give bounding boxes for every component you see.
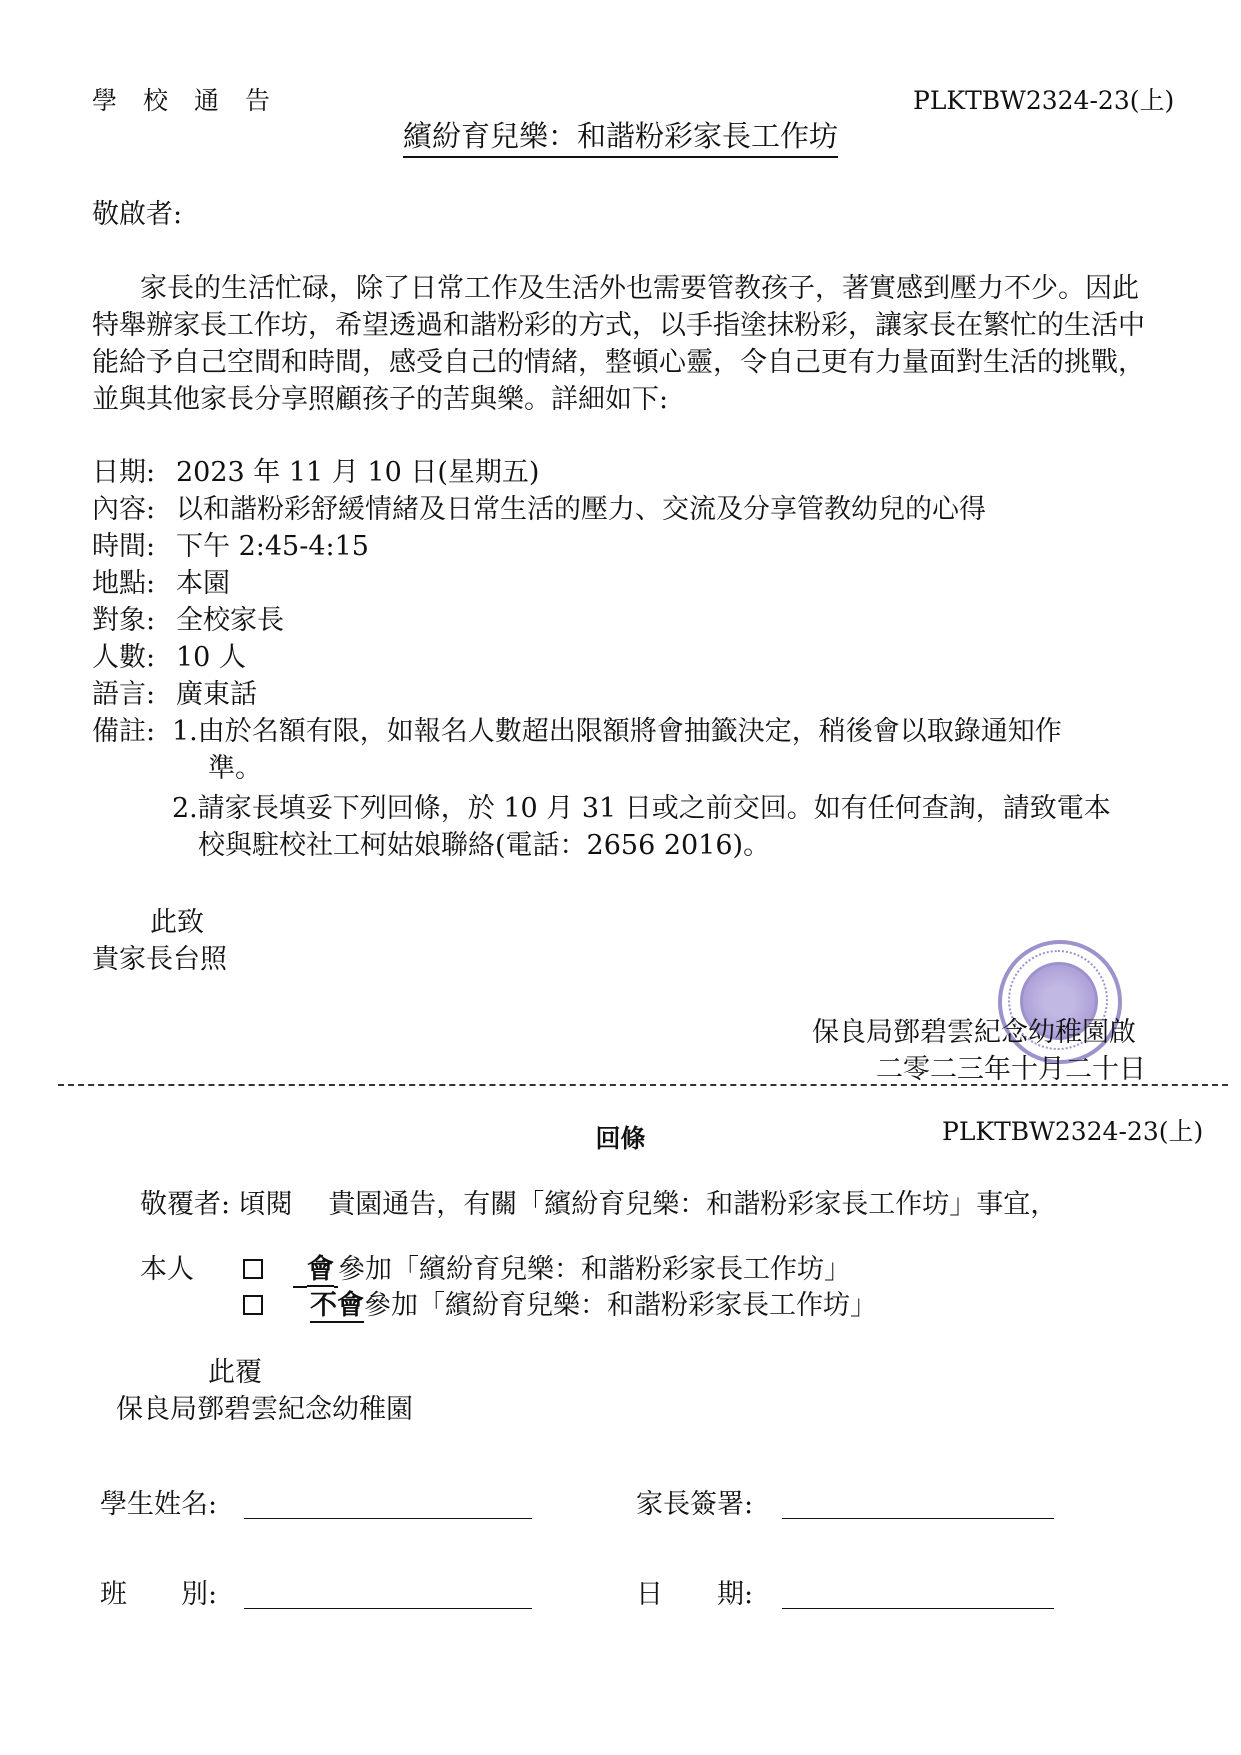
closing-recipient: 貴家長台照 (92, 944, 227, 975)
detail-label: 對象: (92, 605, 156, 636)
cut-line (58, 1084, 1228, 1086)
reply-title: 回條 (595, 1124, 646, 1153)
closing-to: 此致 (150, 907, 204, 938)
student-name-label: 學生姓名: (100, 1489, 218, 1520)
detail-label: 語言: (92, 679, 156, 710)
detail-time: 下午 2:45-4:15 (176, 531, 369, 562)
not-attend-option: 不會參加「繽紛育兒樂：和諧粉彩家長工作坊」 (310, 1290, 877, 1321)
detail-target: 全校家長 (176, 605, 284, 636)
detail-quota: 10 人 (176, 642, 246, 673)
detail-label: 內容: (92, 494, 156, 525)
reply-intro: 敬覆者: 頃閱 貴園通告，有關「繽紛育兒樂：和諧粉彩家長工作坊」事宜， (140, 1189, 1058, 1220)
notice-title: 繽紛育兒樂：和諧粉彩家長工作坊 (0, 119, 1241, 154)
class-label: 班 別: (100, 1579, 218, 1610)
detail-label: 地點: (92, 568, 156, 599)
detail-content: 以和諧粉彩舒緩情緒及日常生活的壓力、交流及分享管教幼兒的心得 (176, 494, 986, 525)
note-item-1-cont: 準。 (208, 753, 262, 784)
notes-label: 備註: (92, 716, 156, 747)
parent-sign-field[interactable] (782, 1518, 1054, 1519)
self-label: 本人 (140, 1254, 194, 1285)
detail-language: 廣東話 (176, 679, 257, 710)
parent-sign-label: 家長簽署: (636, 1489, 754, 1520)
intro-paragraph: 家長的生活忙碌，除了日常工作及生活外也需要管教孩子，著實感到壓力不少。因此特舉辦家長工作坊，希望透過和諧粉彩的方式，以手指塗抹粉彩，讓家長在繁忙的生活中能給予自己空間和時間，感受自己的情緒，整頓心靈，令自己更有力量面對生活的挑戰，並與其他家長分享照顧孩子的苦與樂。詳細如下: (92, 273, 1145, 415)
date-field[interactable] (782, 1608, 1054, 1609)
detail-label: 人數: (92, 642, 156, 673)
date-label: 日 期: (636, 1579, 754, 1610)
detail-label: 日期: (92, 457, 156, 488)
detail-venue: 本園 (176, 568, 230, 599)
note-item-2-cont: 校與駐校社工柯姑娘聯絡(電話：2656 2016)。 (198, 830, 771, 861)
reply-closing: 此覆 (208, 1357, 262, 1388)
notice-type: 學校通告 (92, 86, 297, 115)
attend-checkbox[interactable] (243, 1259, 263, 1279)
note-item-2: 2.請家長填妥下列回條，於 10 月 31 日或之前交回。如有任何查詢，請致電本 (172, 793, 1111, 824)
detail-date: 2023 年 11 月 10 日(星期五) (176, 457, 540, 488)
signature-org: 保良局鄧碧雲紀念幼稚園啟 (812, 1017, 1136, 1048)
signature-date: 二零二三年十月二十日 (876, 1054, 1146, 1085)
detail-label: 時間: (92, 531, 156, 562)
note-item-1: 1.由於名額有限，如報名人數超出限額將會抽籤決定，稍後會以取錄通知作 (172, 716, 1062, 747)
not-attend-checkbox[interactable] (243, 1295, 263, 1315)
reply-recipient: 保良局鄧碧雲紀念幼稚園 (116, 1394, 413, 1425)
class-field[interactable] (244, 1608, 532, 1609)
salutation: 敬啟者: (92, 199, 183, 230)
reply-code: PLKTBW2324-23(上) (942, 1117, 1204, 1146)
student-name-field[interactable] (244, 1518, 532, 1519)
attend-option: 會 參加「繽紛育兒樂：和諧粉彩家長工作坊」 (293, 1254, 851, 1288)
notice-code: PLKTBW2324-23(上) (913, 86, 1175, 115)
